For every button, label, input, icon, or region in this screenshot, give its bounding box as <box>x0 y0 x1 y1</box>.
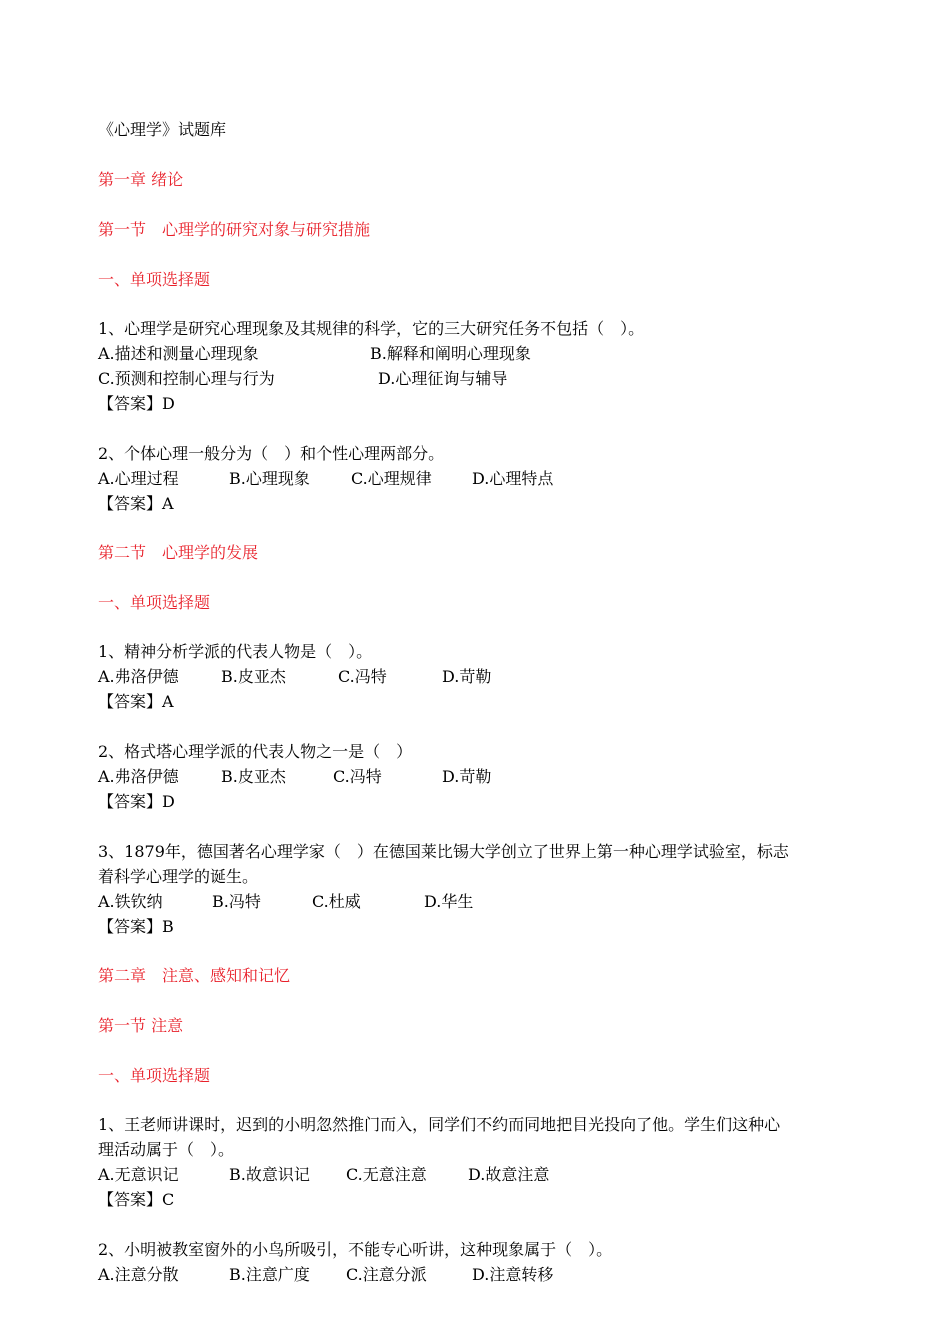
option-c: C.无意注意 <box>346 1165 427 1184</box>
question-stem: 2、个体心理一般分为（ ）和个性心理两部分。 <box>98 444 445 463</box>
option-d: D.心理征询与辅导 <box>378 369 508 388</box>
section-2-1-heading: 第一节 注意 <box>98 1016 184 1035</box>
option-d: D.注意转移 <box>472 1265 554 1284</box>
option-d: D.苛勒 <box>442 767 492 786</box>
section-1-1-heading: 第一节 心理学的研究对象与研究措施 <box>98 220 371 239</box>
answer: 【答案】A <box>98 692 174 711</box>
answer: 【答案】B <box>98 917 174 936</box>
option-c: C.注意分派 <box>346 1265 427 1284</box>
option-b: B.解释和阐明心理现象 <box>370 344 531 363</box>
question-stem-line-1: 3、1879年，德国著名心理学家（ ）在德国莱比锡大学创立了世界上第一种心理学试验室，标志 <box>98 842 789 861</box>
question-stem: 1、心理学是研究心理现象及其规律的科学，它的三大研究任务不包括（ ）。 <box>98 319 645 338</box>
question-type-heading: 一、单项选择题 <box>98 1066 211 1085</box>
option-a: A.注意分散 <box>98 1265 179 1284</box>
option-a: A.铁钦纳 <box>98 892 163 911</box>
option-c: C.心理规律 <box>351 469 432 488</box>
chapter-2-heading: 第二章 注意、感知和记忆 <box>98 966 291 985</box>
option-c: C.杜威 <box>312 892 361 911</box>
option-b: B.皮亚杰 <box>221 767 286 786</box>
question-stem: 1、精神分析学派的代表人物是（ ）。 <box>98 642 373 661</box>
answer: 【答案】A <box>98 494 174 513</box>
option-d: D.苛勒 <box>442 667 492 686</box>
answer: 【答案】D <box>98 394 175 413</box>
option-b: B.注意广度 <box>229 1265 310 1284</box>
question-type-heading: 一、单项选择题 <box>98 270 211 289</box>
question-stem: 2、小明被教室窗外的小鸟所吸引，不能专心听讲，这种现象属于（ ）。 <box>98 1240 613 1259</box>
option-a: A.无意识记 <box>98 1165 179 1184</box>
option-c: C.冯特 <box>333 767 382 786</box>
option-b: B.故意识记 <box>229 1165 310 1184</box>
option-d: D.华生 <box>424 892 474 911</box>
option-a: A.弗洛伊德 <box>98 667 179 686</box>
document-title: 《心理学》试题库 <box>98 120 227 139</box>
option-b: B.冯特 <box>212 892 261 911</box>
option-a: A.描述和测量心理现象 <box>98 344 259 363</box>
answer: 【答案】D <box>98 792 175 811</box>
option-a: A.心理过程 <box>98 469 179 488</box>
option-b: B.皮亚杰 <box>221 667 286 686</box>
question-stem-line-1: 1、王老师讲课时，迟到的小明忽然推门而入，同学们不约而同地把目光投向了他。学生们这种心 <box>98 1115 781 1134</box>
option-d: D.故意注意 <box>468 1165 550 1184</box>
option-b: B.心理现象 <box>229 469 310 488</box>
option-c: C.预测和控制心理与行为 <box>98 369 275 388</box>
question-stem: 2、格式塔心理学派的代表人物之一是（ ） <box>98 742 413 761</box>
question-stem-line-2: 着科学心理学的诞生。 <box>98 867 259 886</box>
answer: 【答案】C <box>98 1190 175 1209</box>
option-a: A.弗洛伊德 <box>98 767 179 786</box>
option-d: D.心理特点 <box>472 469 554 488</box>
question-stem-line-2: 理活动属于（ ）。 <box>98 1140 235 1159</box>
option-c: C.冯特 <box>338 667 387 686</box>
section-1-2-heading: 第二节 心理学的发展 <box>98 543 259 562</box>
question-type-heading: 一、单项选择题 <box>98 593 211 612</box>
chapter-1-heading: 第一章 绪论 <box>98 170 184 189</box>
